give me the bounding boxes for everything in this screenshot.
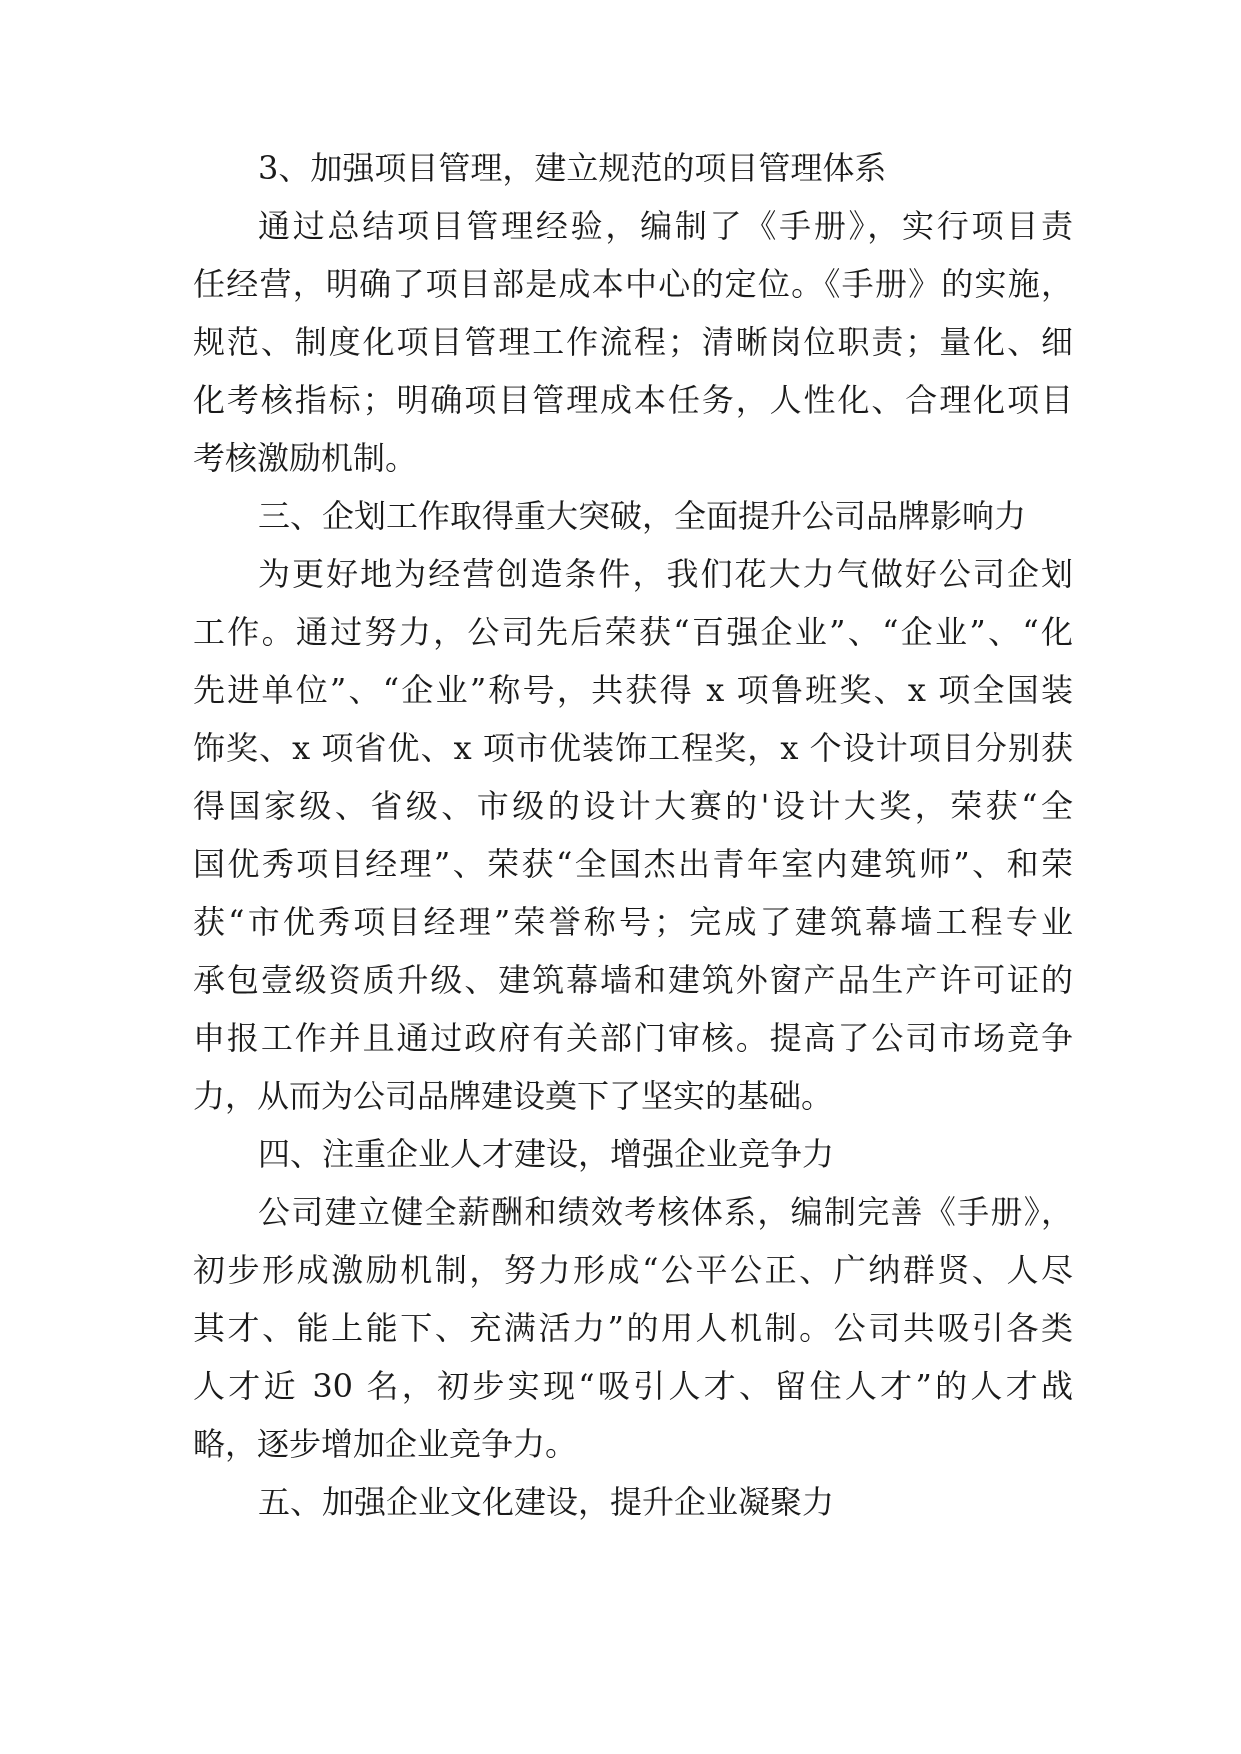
paragraph-line: 化考核指标；明确项目管理成本任务，人性化、合理化项目 — [193, 381, 1073, 419]
paragraph-line: 得国家级、省级、市级的设计大赛的'设计大奖，荣获“全 — [193, 787, 1073, 825]
paragraph-line: 略，逐步增加企业竞争力。 — [193, 1425, 578, 1463]
paragraph-line: 工作。通过努力，公司先后荣获“百强企业”、“企业”、“化 — [193, 613, 1073, 651]
paragraph-line: 任经营，明确了项目部是成本中心的定位。《手册》的实施， — [193, 265, 1073, 303]
section-heading: 五、加强企业文化建设，提升企业凝聚力 — [258, 1483, 835, 1521]
paragraph-line: 承包壹级资质升级、建筑幕墙和建筑外窗产品生产许可证的 — [193, 961, 1073, 999]
paragraph-line: 申报工作并且通过政府有关部门审核。提高了公司市场竞争 — [193, 1019, 1073, 1057]
paragraph-line: 公司建立健全薪酬和绩效考核体系，编制完善《手册》， — [258, 1193, 1073, 1231]
paragraph-line: 为更好地为经营创造条件，我们花大力气做好公司企划 — [258, 555, 1073, 593]
paragraph-line: 力，从而为公司品牌建设奠下了坚实的基础。 — [193, 1077, 834, 1115]
paragraph-line: 初步形成激励机制，努力形成“公平公正、广纳群贤、人尽 — [193, 1251, 1073, 1289]
paragraph-line: 通过总结项目管理经验，编制了《手册》，实行项目责 — [258, 207, 1073, 245]
paragraph-line: 考核激励机制。 — [193, 439, 418, 477]
paragraph-line: 获“市优秀项目经理”荣誉称号；完成了建筑幕墙工程专业 — [193, 903, 1073, 941]
section-heading: 3、加强项目管理，建立规范的项目管理体系 — [258, 149, 887, 187]
paragraph-line: 国优秀项目经理”、荣获“全国杰出青年室内建筑师”、和荣 — [193, 845, 1073, 883]
section-heading: 四、注重企业人才建设，增强企业竞争力 — [258, 1135, 835, 1173]
paragraph-line: 先进单位”、“企业”称号，共获得 x 项鲁班奖、x 项全国装 — [193, 671, 1073, 709]
paragraph-line: 其才、能上能下、充满活力”的用人机制。公司共吸引各类 — [193, 1309, 1073, 1347]
paragraph-line: 人才近 30 名，初步实现“吸引人才、留住人才”的人才战 — [193, 1367, 1073, 1405]
paragraph-line: 规范、制度化项目管理工作流程；清晰岗位职责；量化、细 — [193, 323, 1073, 361]
section-heading: 三、企划工作取得重大突破，全面提升公司品牌影响力 — [258, 497, 1027, 535]
paragraph-line: 饰奖、x 项省优、x 项市优装饰工程奖，x 个设计项目分别获 — [193, 729, 1073, 767]
